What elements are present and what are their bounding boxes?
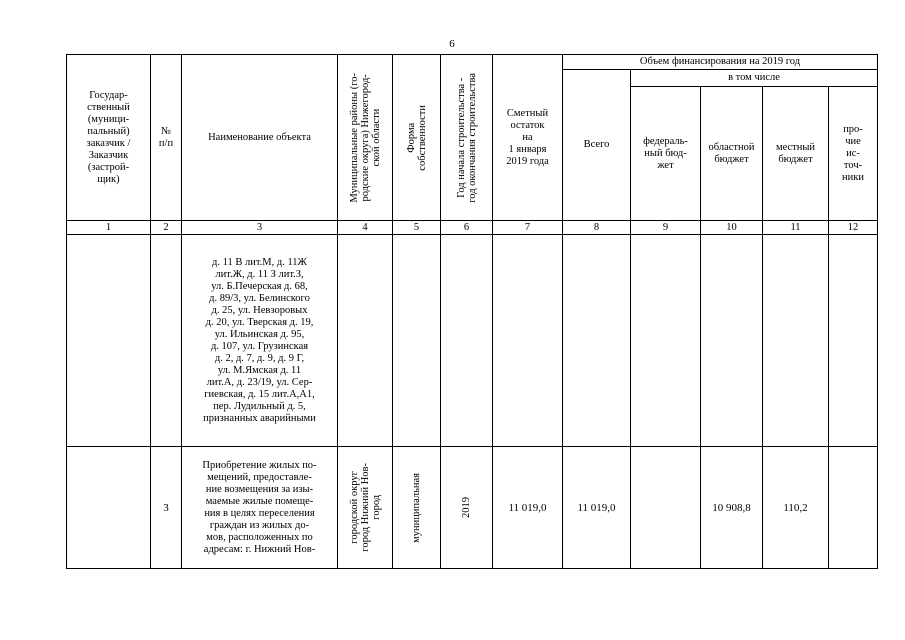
cell-customer bbox=[67, 447, 151, 569]
cell-ownership bbox=[393, 235, 441, 447]
header-federal-text: федераль- ный бюд- жет bbox=[643, 135, 688, 171]
cell-district-text: городской округ город Нижний Нов- город bbox=[348, 463, 382, 552]
cell-customer bbox=[67, 235, 151, 447]
header-regional bbox=[701, 87, 763, 221]
header-number-text: № п/п bbox=[158, 125, 174, 149]
header-total-text: Всего bbox=[583, 139, 610, 150]
header-estimate-balance-text: Сметный остаток на 1 января 2019 года bbox=[506, 107, 549, 167]
column-number: 6 bbox=[441, 221, 493, 235]
column-number: 3 bbox=[182, 221, 338, 235]
cell-regional: 10 908,8 bbox=[701, 447, 763, 569]
page-number: 6 bbox=[449, 38, 455, 50]
cell-federal bbox=[631, 235, 701, 447]
header-including bbox=[631, 70, 878, 87]
cell-district bbox=[338, 235, 393, 447]
header-including-text: в том числе bbox=[728, 72, 780, 83]
table-row bbox=[67, 235, 878, 447]
header-other-text: про- чие ис- точ- ники bbox=[842, 123, 864, 183]
header-number bbox=[151, 55, 182, 221]
cell-estimate-balance bbox=[493, 235, 563, 447]
header-districts-text: Муниципальные районы (го- родские округа) Нижегород- ской области bbox=[348, 72, 382, 203]
header-districts bbox=[338, 55, 393, 221]
cell-district bbox=[338, 447, 393, 569]
header-federal bbox=[631, 87, 701, 221]
cell-years-text: 2019 bbox=[461, 497, 472, 518]
cell-federal bbox=[631, 447, 701, 569]
header-customer bbox=[67, 55, 151, 221]
header-local-text: местный бюджет bbox=[775, 141, 816, 165]
column-number: 2 bbox=[151, 221, 182, 235]
cell-object-name: Приобретение жилых по- мещений, предоставле- ние возмещения за изы- маемые жилые помеще- ния в целях переселения граждан из жилых до- мов, расположенных по адресам: г. Нижний Нов- bbox=[182, 447, 338, 569]
cell-total: 11 019,0 bbox=[563, 447, 631, 569]
cell-local: 110,2 bbox=[763, 447, 829, 569]
header-object-name bbox=[182, 55, 338, 221]
column-number: 10 bbox=[701, 221, 763, 235]
header-funding-group-text: Объем финансирования на 2019 год bbox=[639, 56, 801, 67]
cell-total bbox=[563, 235, 631, 447]
column-number: 1 bbox=[67, 221, 151, 235]
header-ownership-text: Форма собственности bbox=[405, 104, 428, 171]
column-number: 9 bbox=[631, 221, 701, 235]
header-ownership bbox=[393, 55, 441, 221]
column-number: 4 bbox=[338, 221, 393, 235]
header-total bbox=[563, 70, 631, 221]
header-local bbox=[763, 87, 829, 221]
header-estimate-balance bbox=[493, 55, 563, 221]
header-other bbox=[829, 87, 878, 221]
column-number: 8 bbox=[563, 221, 631, 235]
column-number: 7 bbox=[493, 221, 563, 235]
header-years-text: Год начала строительства - год окончания строительства bbox=[455, 72, 478, 203]
cell-number bbox=[151, 235, 182, 447]
financing-table bbox=[66, 54, 878, 569]
cell-years bbox=[441, 235, 493, 447]
cell-estimate-balance: 11 019,0 bbox=[493, 447, 563, 569]
column-number: 5 bbox=[393, 221, 441, 235]
cell-other bbox=[829, 447, 878, 569]
column-numbers-row bbox=[67, 221, 878, 235]
header-object-name-text: Наименование объекта bbox=[208, 131, 311, 143]
header-customer-text: Государ- ственный (муници- пальный) заказчик / Заказчик (застрой- щик) bbox=[86, 89, 131, 185]
table-row bbox=[67, 447, 878, 569]
header-years bbox=[441, 55, 493, 221]
cell-regional bbox=[701, 235, 763, 447]
header-funding-group bbox=[563, 55, 878, 70]
cell-ownership-text: муниципальная bbox=[411, 472, 422, 543]
header-regional-text: областной бюджет bbox=[708, 141, 755, 165]
cell-ownership bbox=[393, 447, 441, 569]
cell-number: 3 bbox=[151, 447, 182, 569]
cell-other bbox=[829, 235, 878, 447]
column-number: 11 bbox=[763, 221, 829, 235]
header-row-1 bbox=[67, 55, 878, 70]
cell-local bbox=[763, 235, 829, 447]
cell-object-name: д. 11 В лит.М, д. 11Ж лит.Ж, д. 11 З лит.З, ул. Б.Печерская д. 68, д. 89/3, ул. Белинского д. 25, ул. Невзоровых д. 20, ул. Тверская д. 19, ул. Ильинская д. 95, д. 107, ул. Грузинская д. 2, д. 7, д. 9, д. 9 Г, ул. М.Ямская д. 11 лит.А, д. 23/19, ул. Сер- гиевская, д. 15 лит.А,А1, пер. Лудильный д. 5, признанных аварийными bbox=[182, 235, 338, 447]
cell-years bbox=[441, 447, 493, 569]
column-number: 12 bbox=[829, 221, 878, 235]
